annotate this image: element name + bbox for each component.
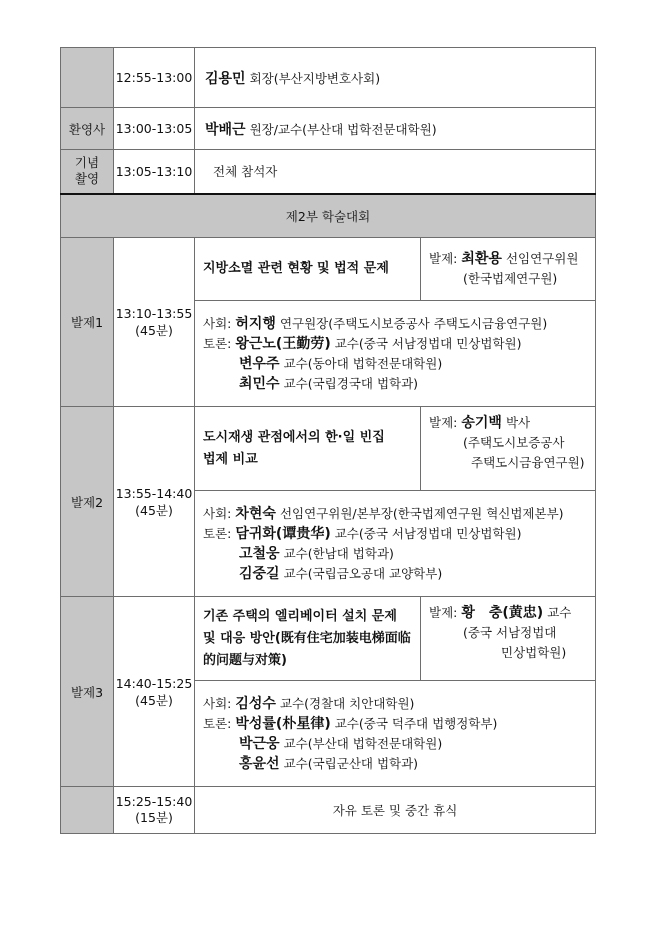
chair-name: 허지행 bbox=[235, 315, 276, 332]
panel-cell bbox=[195, 301, 596, 407]
chair-role: 연구원장(주택도시보증공사 주택도시금융연구원) bbox=[279, 315, 548, 331]
break-text: 자유 토론 및 중간 휴식 bbox=[195, 787, 596, 834]
speaker-role: 원장/교수(부산대 법학전문대학원) bbox=[249, 121, 437, 137]
row-label bbox=[61, 150, 114, 194]
row-label: 환영사 bbox=[61, 108, 114, 150]
part2-title: 제2부 학술대회 bbox=[61, 194, 596, 238]
chair-prefix: 사회: bbox=[203, 695, 232, 711]
panel-cell bbox=[195, 681, 596, 787]
topic-cell bbox=[195, 238, 421, 301]
topic-cell bbox=[195, 407, 421, 491]
topic-line: 지방소멸 관련 현황 및 법적 문제 bbox=[203, 261, 389, 276]
session-label: 발제2 bbox=[61, 407, 114, 597]
presenter-cell bbox=[421, 407, 596, 491]
chair-prefix: 사회: bbox=[203, 505, 232, 521]
session-time bbox=[114, 238, 195, 407]
session-duration: (45분) bbox=[135, 692, 173, 708]
presenter-name: 황 충(黄忠) bbox=[461, 605, 544, 621]
discussant-prefix: 토론: bbox=[203, 715, 232, 731]
presenter-cell bbox=[421, 238, 596, 301]
chair-name: 김성수 bbox=[235, 695, 276, 712]
row-label bbox=[61, 48, 114, 108]
discussant-name: 박성률(朴星律) bbox=[235, 715, 331, 732]
session-2-topic-row bbox=[61, 407, 596, 491]
session-time bbox=[114, 597, 195, 787]
topic-line: 的问题与对策) bbox=[203, 652, 287, 668]
time-cell: 12:55-13:00 bbox=[114, 48, 195, 108]
presenter-name: 최환용 bbox=[461, 251, 502, 267]
discussant-role: 교수(한남대 법학과) bbox=[283, 545, 394, 561]
presenter-cell bbox=[421, 597, 596, 681]
time-cell: 13:00-13:05 bbox=[114, 108, 195, 150]
discussant-name: 최민수 bbox=[239, 375, 280, 392]
row-label-line: 촬영 bbox=[74, 171, 100, 187]
presenter-affiliation: 민상법학원) bbox=[501, 645, 567, 660]
discussant-name: 변우주 bbox=[239, 355, 280, 372]
presenter-role: 교수 bbox=[547, 605, 572, 620]
discussant-name: 홍윤선 bbox=[239, 755, 280, 772]
row-label-line: 기념 bbox=[74, 155, 100, 171]
topic-cell bbox=[195, 597, 421, 681]
panel-cell bbox=[195, 491, 596, 597]
discussant-role: 교수(중국 덕주대 법행정학부) bbox=[334, 715, 498, 731]
presenter-affiliation: 주택도시금융연구원) bbox=[471, 455, 585, 470]
topic-line: 도시재생 관점에서의 한·일 빈집 bbox=[203, 429, 385, 445]
session-label: 발제1 bbox=[61, 238, 114, 407]
speaker-name: 박배근 bbox=[205, 121, 246, 138]
session-time bbox=[114, 407, 195, 597]
photo-text: 전체 참석자 bbox=[195, 150, 596, 194]
presenter-prefix: 발제: bbox=[429, 251, 458, 266]
part2-header-row bbox=[61, 194, 596, 238]
presenter-affiliation: (중국 서남정법대 bbox=[463, 625, 557, 640]
discussant-role: 교수(국립군산대 법학과) bbox=[283, 755, 419, 771]
presenter-affiliation: (한국법제연구원) bbox=[463, 271, 558, 286]
speaker-cell bbox=[195, 48, 596, 108]
chair-prefix: 사회: bbox=[203, 315, 232, 331]
time-cell bbox=[114, 787, 195, 834]
time-cell: 13:05-13:10 bbox=[114, 150, 195, 194]
discussant-name: 고철웅 bbox=[239, 545, 280, 562]
session-duration: (45분) bbox=[135, 323, 173, 338]
discussant-role: 교수(국립금오공대 교양학부) bbox=[283, 565, 443, 581]
session-3-topic-row bbox=[61, 597, 596, 681]
session-time-range: 13:55-14:40 bbox=[115, 485, 193, 501]
discussant-prefix: 토론: bbox=[203, 525, 232, 541]
speaker-cell bbox=[195, 108, 596, 150]
discussant-role: 교수(중국 서남정법대 민상법학원) bbox=[334, 335, 522, 351]
schedule-table bbox=[60, 47, 596, 834]
break-time: 15:25-15:40 bbox=[115, 794, 193, 809]
presenter-role: 선임연구위원 bbox=[505, 251, 579, 266]
session-1-topic-row bbox=[61, 238, 596, 301]
speaker-role: 회장(부산지방변호사회) bbox=[249, 70, 381, 86]
row-welcome bbox=[61, 108, 596, 150]
discussant-prefix: 토론: bbox=[203, 335, 232, 351]
session-duration: (45분) bbox=[135, 502, 173, 518]
presenter-name: 송기백 bbox=[461, 415, 502, 431]
presenter-role: 박사 bbox=[505, 415, 531, 430]
row-photo bbox=[61, 150, 596, 194]
discussant-role: 교수(부산대 법학전문대학원) bbox=[283, 735, 443, 751]
chair-role: 선임연구위원/본부장(한국법제연구원 혁신법제본부) bbox=[279, 505, 564, 521]
discussant-role: 교수(중국 서남정법대 민상법학원) bbox=[334, 525, 522, 541]
row-opening bbox=[61, 48, 596, 108]
session-label: 발제3 bbox=[61, 597, 114, 787]
presenter-prefix: 발제: bbox=[429, 415, 458, 430]
chair-name: 차현숙 bbox=[235, 505, 276, 522]
topic-line: 및 대응 방안(既有住宅加装电梯面临 bbox=[203, 630, 411, 646]
topic-line: 법제 비교 bbox=[203, 451, 258, 467]
discussant-name: 김중길 bbox=[239, 565, 280, 582]
discussant-role: 교수(국립경국대 법학과) bbox=[283, 375, 419, 391]
discussant-name: 박근웅 bbox=[239, 735, 280, 752]
presenter-affiliation: (주택도시보증공사 bbox=[463, 435, 565, 450]
discussant-name: 담귀화(谭贵华) bbox=[235, 525, 331, 542]
break-duration: (15분) bbox=[135, 810, 173, 825]
presenter-prefix: 발제: bbox=[429, 605, 458, 620]
chair-role: 교수(경찰대 치안대학원) bbox=[279, 695, 415, 711]
row-label bbox=[61, 787, 114, 834]
topic-line: 기존 주택의 엘리베이터 설치 문제 bbox=[203, 608, 397, 624]
discussant-name: 왕근노(王勤劳) bbox=[235, 335, 331, 352]
session-time-range: 14:40-15:25 bbox=[115, 675, 193, 691]
speaker-name: 김용민 bbox=[205, 70, 246, 87]
row-break bbox=[61, 787, 596, 834]
discussant-role: 교수(동아대 법학전문대학원) bbox=[283, 355, 443, 371]
session-time-range: 13:10-13:55 bbox=[115, 306, 193, 321]
